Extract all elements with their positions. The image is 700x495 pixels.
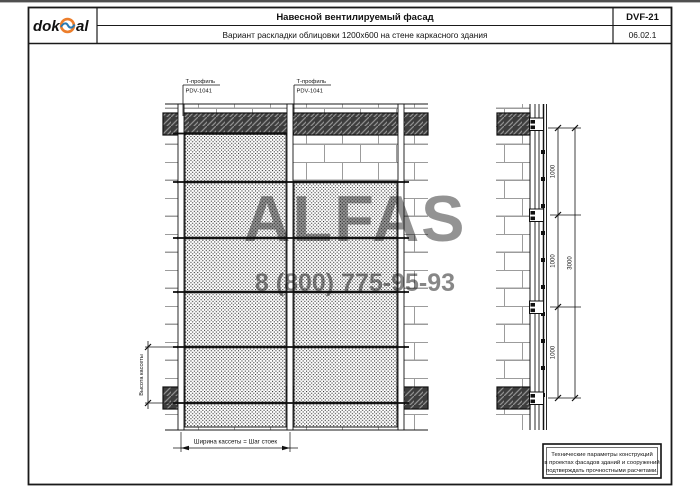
watermark bbox=[243, 182, 466, 297]
section-bottom-slab bbox=[497, 387, 530, 409]
note-box bbox=[543, 444, 661, 478]
note-line-1: Технические параметры конструкций bbox=[551, 452, 653, 458]
dim-segment-2: 1000 bbox=[550, 254, 557, 268]
callout-right-line1: Т-профиль bbox=[296, 79, 326, 85]
callout-left-line2: PDV-1041 bbox=[185, 88, 212, 95]
section-brick-wall bbox=[496, 104, 530, 430]
cassette-height-label: Высота кассеты bbox=[139, 354, 145, 396]
note-line-2: в проектах фасадов зданий и сооружений bbox=[544, 460, 660, 466]
top-floor-slab bbox=[163, 113, 428, 135]
front-elevation-view bbox=[139, 79, 428, 452]
cassette-width-label: Ширина кассеты = Шаг стоек bbox=[193, 438, 278, 446]
note-line-3: подтверждать прочностными расчетами. bbox=[546, 468, 658, 474]
dim-total: 3000 bbox=[567, 256, 574, 270]
watermark-phone: 8 (800) 775-95-93 bbox=[254, 269, 456, 297]
dim-segment-3: 1000 bbox=[550, 345, 557, 360]
doc-code: DVF-21 bbox=[626, 12, 659, 23]
watermark-brand: ALFAS bbox=[243, 182, 467, 255]
sheet-subtitle: Вариант раскладки облицовки 1200x600 на стене каркасного здания bbox=[222, 30, 488, 40]
dim-segment-1: 1000 bbox=[550, 164, 557, 179]
sheet-number: 06.02.1 bbox=[628, 30, 657, 40]
sheet-title: Навесной вентилируемый фасад bbox=[276, 12, 434, 23]
callout-right-line2: PDV-1041 bbox=[296, 88, 323, 95]
section-top-slab bbox=[497, 113, 530, 135]
logo-text-orange: al bbox=[76, 18, 89, 35]
logo-text-blue: dok bbox=[33, 18, 60, 35]
window-top-edge bbox=[0, 0, 700, 2]
callout-left-line1: Т-профиль bbox=[185, 79, 215, 85]
